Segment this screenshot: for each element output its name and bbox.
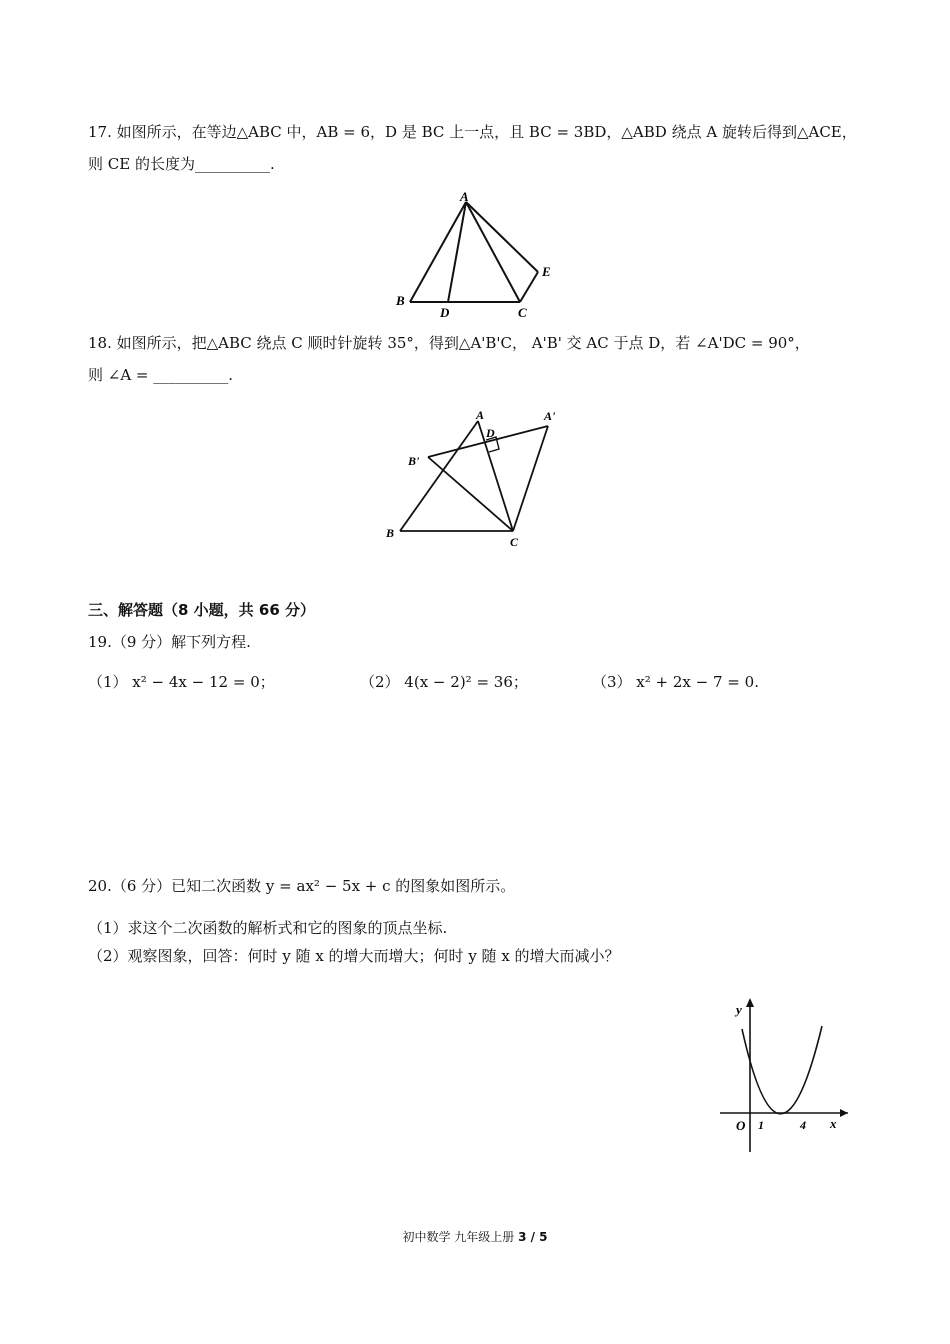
q18-rotation-figure [380,404,570,554]
q18-label-d: D [486,426,495,440]
q17-line1: 17. 如图所示，在等边△ABC 中，AB = 6，D 是 BC 上一点，且 BC = 3BD，△ABD 绕点 A 旋转后得到△ACE， [88,123,857,141]
q17-triangle-figure [388,188,568,320]
q20-part2: （2）观察图象，回答：何时 y 随 x 的增大而增大；何时 y 随 x 的增大而减小？ [88,947,620,965]
y-axis-arrow [746,998,754,1007]
q17-label-a: A [460,189,469,204]
q17-label-d: D [440,305,450,320]
q19-part2: （2） 4(x − 2)² = 36； [360,673,528,691]
section3-heading: 三、解答题（8 小题，共 66 分） [88,601,315,619]
page-footer [0,1228,950,1245]
footer-text: 初中数学 九年级上册 [402,1230,519,1244]
graph-tick-4: 4 [800,1118,806,1132]
q18-label-c: C [510,535,519,549]
q17-label-c: C [518,305,527,320]
x-axis-arrow [840,1109,848,1117]
q18-label-a-prime: A' [544,409,556,423]
q17-line2: 则 CE 的长度为__________. [88,155,275,173]
graph-origin-label: O [736,1118,746,1133]
q17-label-e: E [542,264,551,279]
q19-part3: （3） x² + 2x − 7 = 0. [592,673,759,691]
q19-part1: （1） x² − 4x − 12 = 0； [88,673,275,691]
q18-line1: 18. 如图所示，把△ABC 绕点 C 顺时针旋转 35°，得到△A'B'C， A'B' 交 AC 于点 D，若 ∠A'DC = 90°， [88,334,810,352]
page-number: 3 / 5 [518,1230,548,1244]
parabola-curve [742,1026,822,1114]
q18-label-b: B [386,526,395,540]
graph-tick-1: 1 [758,1118,764,1132]
graph-y-label: y [736,1002,742,1017]
q19-title: 19.（9 分）解下列方程. [88,633,251,651]
q18-label-b-prime: B' [408,454,420,468]
q18-line2: 则 ∠A = __________. [88,366,234,384]
q20-part1: （1）求这个二次函数的解析式和它的图象的顶点坐标. [88,919,448,937]
q18-label-a: A [476,408,485,422]
q17-label-b: B [396,293,405,308]
graph-x-label: x [830,1116,837,1131]
q20-title: 20.（6 分）已知二次函数 y = ax² − 5x + c 的图象如图所示。 [88,877,516,895]
q20-parabola-graph [712,994,862,1162]
